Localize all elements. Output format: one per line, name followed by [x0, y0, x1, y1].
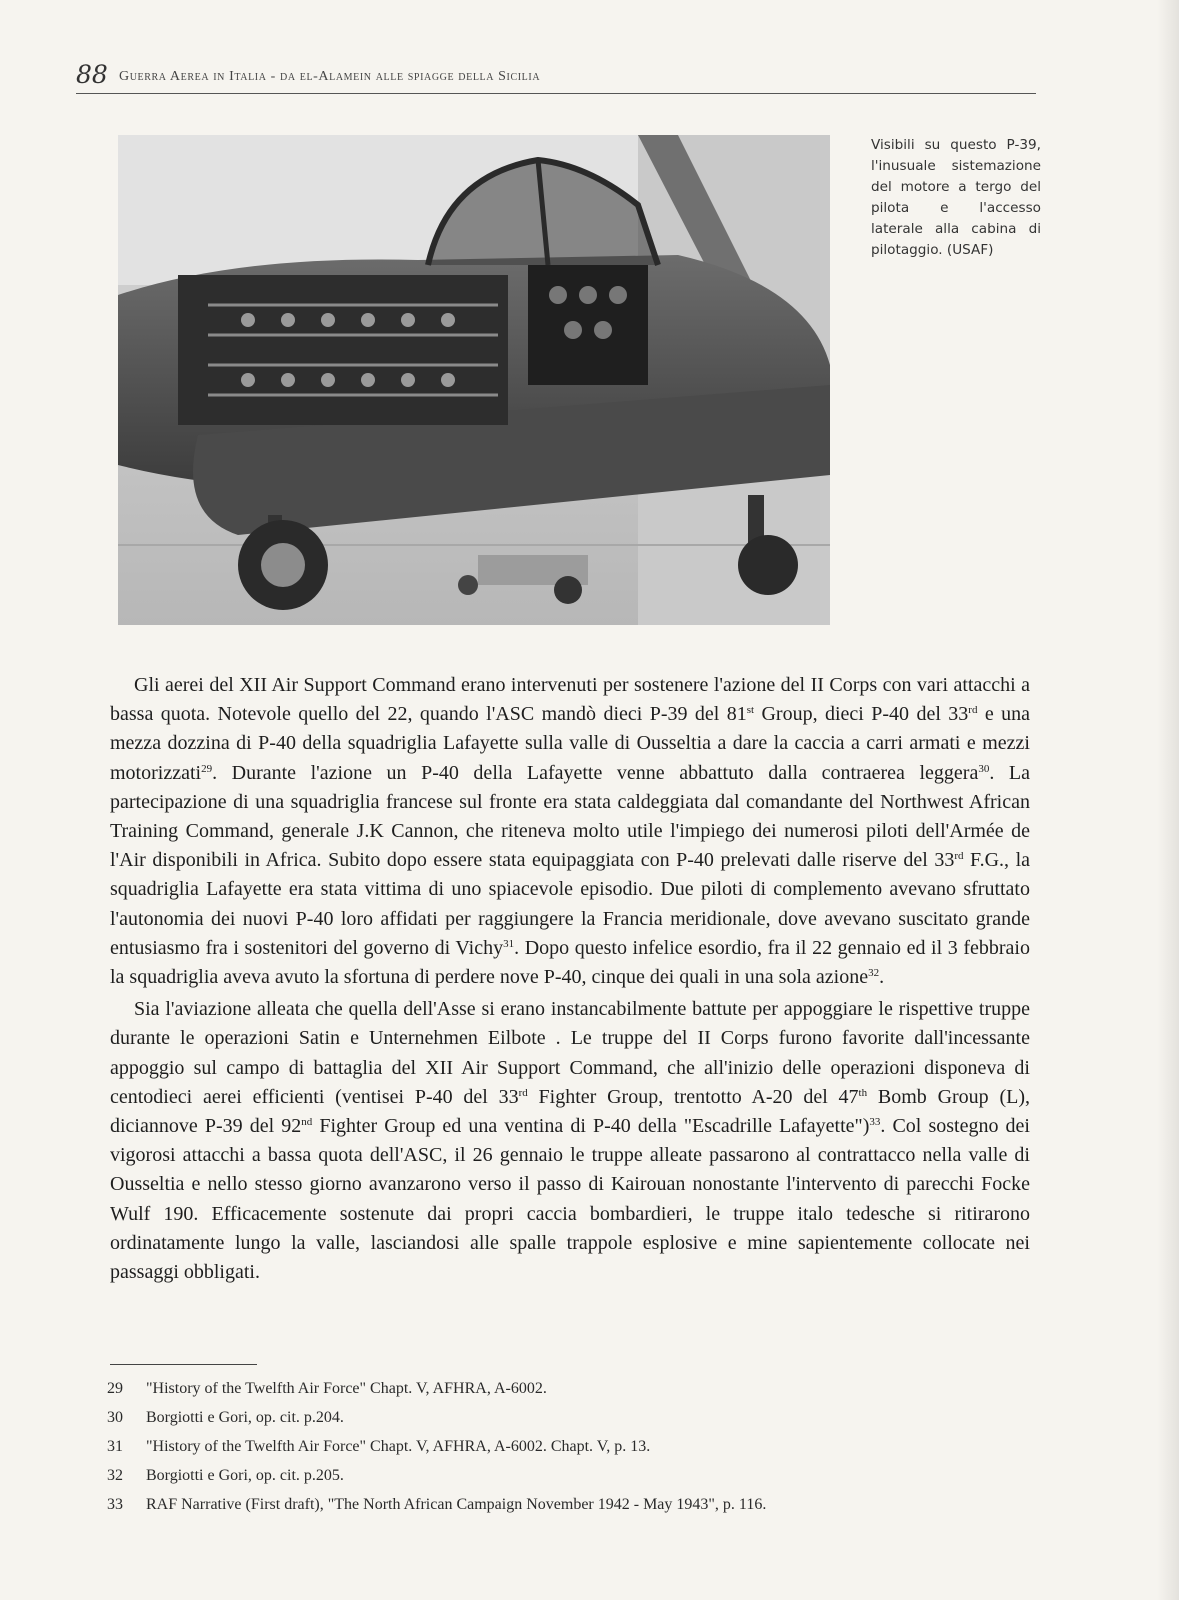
footnote-ref-33[interactable]: 33 [869, 1116, 881, 1129]
page-edge-shadow [1157, 0, 1179, 1600]
footnote-number: 29 [107, 1379, 123, 1397]
footnote-number: 32 [107, 1466, 123, 1484]
ordinal-sup: th [858, 1086, 868, 1099]
page-number: 88 [76, 60, 108, 89]
ordinal-sup: rd [968, 704, 978, 717]
footnote-29 [107, 1374, 1007, 1403]
article-body [110, 671, 1030, 1287]
ordinal-sup: rd [518, 1086, 528, 1099]
paragraph-2: Sia l'aviazione alleata che quella dell'Asse si erano instancabilmente battute per appoggiare le rispettive truppe durante le operazioni Satin e Unternehmen Eilbote . Le truppe del II Corps furono favorite dall'incessante appoggio sul campo di battaglia del XII Air Support Command, che all'inizio delle operazioni disponeva di centodieci aerei efficienti (ventisei P-40 del 33rd Fighter Group, trentotto A-20 del 47th Bomb Group (L), diciannove P-39 del 92nd Fighter Group ed una ventina di P-40 della "Escadrille Lafayette")$^{33}$. Col sostegno dei vigorosi attacchi a bassa quota dell'ASC, il 26 gennaio le truppe alleate passarono al contrattacco nella valle di Ousseltia e nello stesso giorno avanzarono verso il passo di Kairouan nonostante l'intervento di parecchi Focke Wulf 190. Efficacemente sostenute dai propri caccia bombardieri, le truppe italo tedesche si ritirarono ordinatamente lungo la valle, lasciandosi alle spalle trappole esplosive e mine sapientemente collocate nei passaggi obbligati. [110, 998, 1030, 1284]
footnote-text: "History of the Twelfth Air Force" Chapt. V, AFHRA, A-6002. Chapt. V, p. 13. [146, 1437, 651, 1455]
footnote-31 [107, 1432, 1007, 1461]
footnote-32 [107, 1461, 1007, 1490]
footnote-number: 31 [107, 1437, 123, 1455]
footnote-text: RAF Narrative (First draft), "The North African Campaign November 1942 - May 1943", p. 116. [146, 1495, 767, 1513]
footnotes [107, 1374, 1007, 1519]
p39-photo [118, 135, 830, 625]
footnote-ref-31[interactable]: 31 [503, 937, 515, 950]
footnote-separator [110, 1364, 257, 1365]
footnote-text: "History of the Twelfth Air Force" Chapt. V, AFHRA, A-6002. [146, 1379, 547, 1397]
running-header [76, 60, 1036, 94]
footnote-text: Borgiotti e Gori, op. cit. p.205. [146, 1466, 344, 1484]
footnote-text: Borgiotti e Gori, op. cit. p.204. [146, 1408, 344, 1426]
p39-photo-illustration [118, 135, 830, 625]
footnote-number: 33 [107, 1495, 123, 1513]
footnote-30 [107, 1403, 1007, 1432]
running-title: Guerra Aerea in Italia - da el-Alamein alle spiagge della Sicilia [119, 69, 541, 84]
ordinal-sup: rd [954, 850, 964, 863]
footnote-33 [107, 1490, 1007, 1519]
ordinal-sup: st [746, 704, 755, 717]
ordinal-sup: nd [301, 1116, 313, 1129]
figure-caption: Visibili su questo P-39, l'inusuale sistemazione del motore a tergo del pilota e l'accesso laterale alla cabina di pilotaggio. (USAF) [871, 137, 1041, 258]
footnote-number: 30 [107, 1408, 123, 1426]
footnote-ref-30[interactable]: 30 [978, 762, 990, 775]
footnote-ref-32[interactable]: 32 [868, 967, 880, 980]
footnote-ref-29[interactable]: 29 [201, 762, 213, 775]
paragraph-1: Gli aerei del XII Air Support Command erano intervenuti per sostenere l'azione del II Corps con vari attacchi a bassa quota. Notevole quello del 22, quando l'ASC mandò dieci P-39 del 81st Group, dieci P-40 del 33rd e una mezza dozzina di P-40 della squadriglia Lafayette sulla valle di Ousseltia a dare la caccia a carri armati e mezzi motorizzati$^{29}$. Durante l'azione un P-40 della Lafayette venne abbattuto dalla contraerea leggera$^{30}$. La partecipazione di una squadriglia francese sul fronte era stata caldeggiata dal comandante del Northwest African Training Command, generale J.K Cannon, che riteneva molto utile l'impiego dei numerosi piloti dell'Armée de l'Air disponibili in Africa. Subito dopo essere stata equipaggiata con P-40 prelevati dalle riserve del 33rd F.G., la squadriglia Lafayette era stata vittima di uno spiacevole episodio. Due piloti di complemento avevano sfruttato l'autonomia dei nuovi P-40 loro affidati per raggiungere la Francia meridionale, dove avevano suscitato grande entusiasmo fra i sostenitori del governo di Vichy$^{31}$. Dopo questo infelice esordio, fra il 22 gennaio ed il 3 febbraio la squadriglia aveva avuto la sfortuna di perdere nove P-40, cinque dei quali in una sola azione$^{32}$. [110, 674, 1031, 989]
